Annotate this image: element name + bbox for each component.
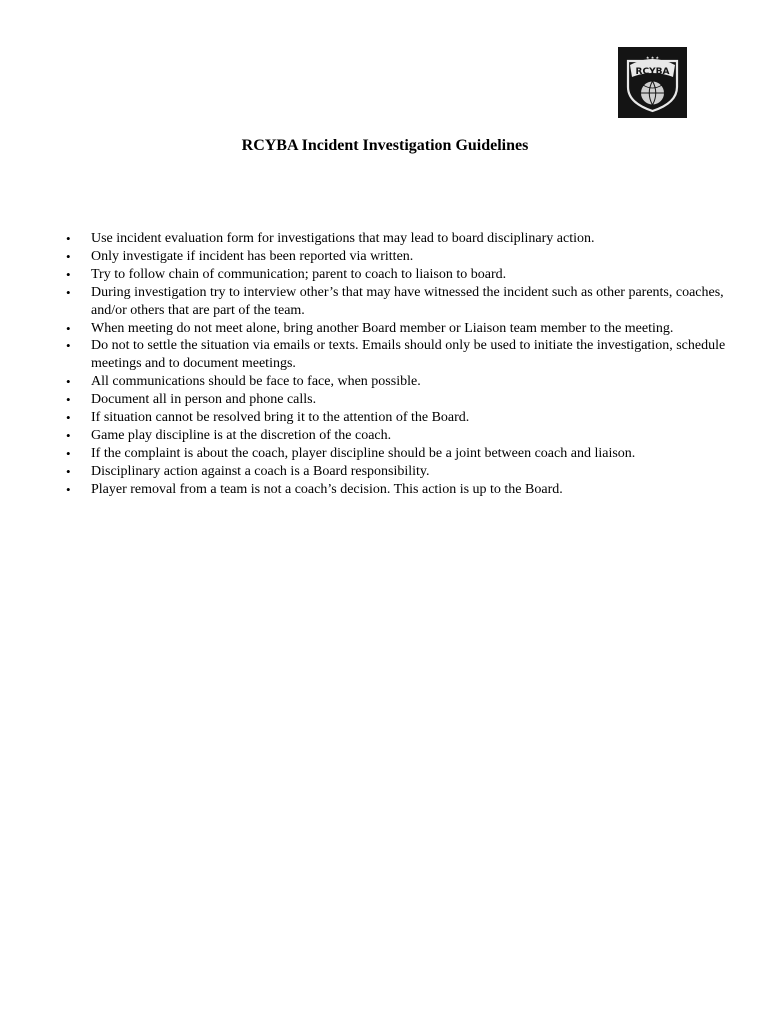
guideline-item — [60, 230, 730, 248]
guideline-text: Disciplinary action against a coach is a Board responsibility. — [91, 463, 430, 479]
guideline-text: Game play discipline is at the discretion of the coach. — [91, 427, 392, 443]
bullet-icon: • — [66, 410, 71, 426]
guideline-item — [60, 409, 730, 427]
svg-text:★ ★ ★: ★ ★ ★ — [645, 55, 660, 60]
bullet-icon: • — [66, 338, 71, 354]
bullet-icon: • — [66, 481, 71, 497]
rcyba-logo — [618, 47, 687, 118]
guideline-text: During investigation try to interview other’s that may have witnessed the incident such as other parents, coaches, and/or others that are part of the team. — [91, 284, 724, 318]
guideline-text: All communications should be face to face, when possible. — [91, 374, 421, 390]
guideline-text: Player removal from a team is not a coach’s decision. This action is up to the Board. — [91, 481, 563, 497]
bullet-icon: • — [66, 284, 71, 300]
bullet-icon: • — [66, 463, 71, 479]
guideline-item — [60, 337, 730, 373]
bullet-icon: • — [66, 445, 71, 461]
guideline-item — [60, 320, 730, 338]
guideline-text: Document all in person and phone calls. — [91, 392, 317, 408]
guideline-item — [60, 481, 730, 499]
guideline-text: If the complaint is about the coach, player discipline should be a joint between coach and liaison. — [91, 445, 636, 461]
guideline-item — [60, 427, 730, 445]
guideline-text: Use incident evaluation form for investigations that may lead to board disciplinary action. — [91, 231, 595, 246]
bullet-icon: • — [66, 248, 71, 264]
guideline-text: If situation cannot be resolved bring it to the attention of the Board. — [91, 410, 470, 426]
guideline-text: Do not to settle the situation via emails or texts. Emails should only be used to initiate the investigation, schedule meetings and to document meetings. — [91, 338, 726, 372]
bullet-icon: • — [66, 392, 71, 408]
page-title: RCYBA Incident Investigation Guidelines — [241, 137, 529, 154]
guideline-item — [60, 391, 730, 409]
guideline-text: Try to follow chain of communication; parent to coach to liaison to board. — [91, 266, 507, 282]
guideline-item — [60, 248, 730, 266]
guideline-text: Only investigate if incident has been reported via written. — [91, 248, 414, 264]
bullet-icon: • — [66, 231, 71, 246]
bullet-icon: • — [66, 427, 71, 443]
guideline-item — [60, 445, 730, 463]
basketball-shield-icon — [618, 47, 687, 118]
bullet-icon: • — [66, 266, 71, 282]
bullet-icon: • — [66, 320, 71, 336]
guideline-item — [60, 284, 730, 320]
guideline-item — [60, 373, 730, 391]
guideline-item — [60, 266, 730, 284]
guideline-item — [60, 463, 730, 481]
guideline-text: When meeting do not meet alone, bring another Board member or Liaison team member to the meeting. — [91, 320, 674, 336]
bullet-icon: • — [66, 374, 71, 390]
guidelines-list — [60, 230, 730, 499]
logo-wordmark: RCYBA — [635, 67, 670, 77]
